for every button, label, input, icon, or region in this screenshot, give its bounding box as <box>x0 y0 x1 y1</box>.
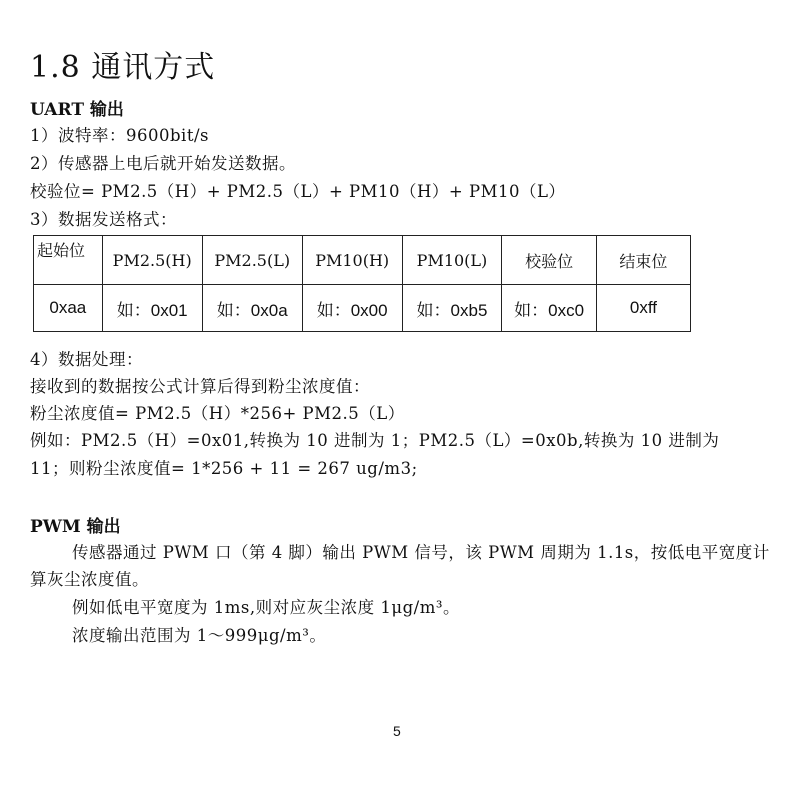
table-cell: 如：0x01 <box>102 285 202 332</box>
uart-powerup-line: 2）传感器上电后就开始发送数据。 <box>30 154 296 173</box>
table-cell: 0xff <box>596 285 690 332</box>
table-cell: 如：0x00 <box>302 285 402 332</box>
uart-format-title: 3）数据发送格式： <box>30 210 177 229</box>
uart-checksum-line: 校验位= PM2.5（H）+ PM2.5（L）+ PM10（H）+ PM10（L） <box>30 182 566 201</box>
uart-title: UART 输出 <box>30 100 124 120</box>
table-cell: 如：0xb5 <box>402 285 502 332</box>
table-cell: 如：0xc0 <box>502 285 596 332</box>
table-header-cell: 结束位 <box>596 236 690 285</box>
pwm-title: PWM 输出 <box>30 517 121 537</box>
example-line-2: 11；则粉尘浓度值= 1*256 + 11 = 267 ug/m3; <box>30 459 418 478</box>
table-cell: 0xaa <box>34 285 103 332</box>
table-header-cell: PM10(L) <box>402 236 502 285</box>
table-header-cell: PM10(H) <box>302 236 402 285</box>
example-line-1: 例如：PM2.5（H）=0x01,转换为 10 进制为 1；PM2.5（L）=0x0b,转换为 10 进制为 <box>30 431 720 450</box>
pwm-para1-line2: 算灰尘浓度值。 <box>30 570 149 589</box>
table-header-cell: 起始位 <box>34 236 103 285</box>
section-heading: 1.8 通讯方式 <box>30 50 216 85</box>
table-row <box>34 285 691 332</box>
pwm-para3: 浓度输出范围为 1～999μg/m³。 <box>72 626 327 645</box>
formula-line: 粉尘浓度值= PM2.5（H）*256+ PM2.5（L） <box>30 404 405 423</box>
table-cell: 如：0x0a <box>202 285 302 332</box>
pwm-para2: 例如低电平宽度为 1ms,则对应灰尘浓度 1μg/m³。 <box>72 598 460 617</box>
page-number: 5 <box>393 723 401 739</box>
data-format-table <box>33 235 691 332</box>
pwm-para1-line1: 传感器通过 PWM 口（第 4 脚）输出 PWM 信号，该 PWM 周期为 1.1s，按低电平宽度计 <box>72 543 770 562</box>
table-header-cell: PM2.5(H) <box>102 236 202 285</box>
processing-line: 接收到的数据按公式计算后得到粉尘浓度值： <box>30 377 370 396</box>
processing-title: 4）数据处理： <box>30 350 143 369</box>
table-header-cell: 校验位 <box>502 236 596 285</box>
table-header-row <box>34 236 691 285</box>
table-header-cell: PM2.5(L) <box>202 236 302 285</box>
uart-baud-line: 1）波特率：9600bit/s <box>30 126 209 145</box>
